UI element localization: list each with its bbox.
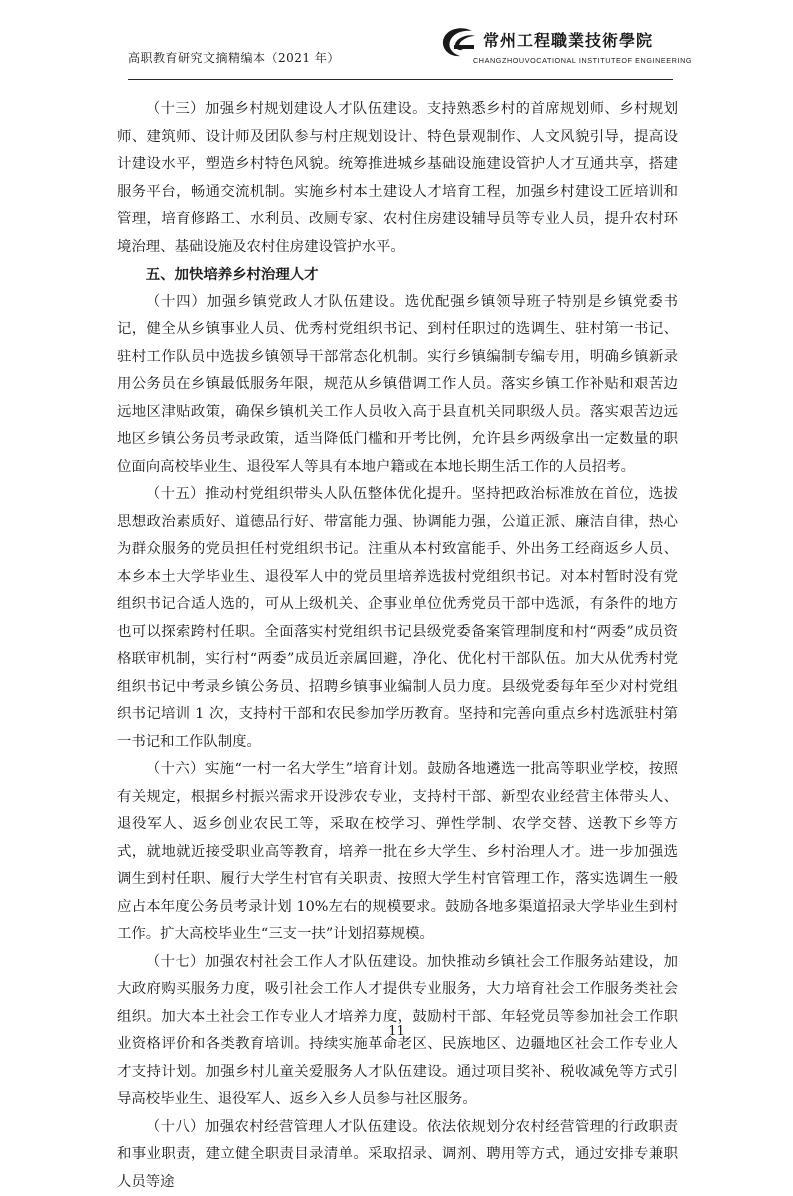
institution-name-en: CHANGZHOUVOCATIONAL INSTITUTEOF ENGINEERING	[473, 56, 692, 65]
paragraph-17: （十七）加强农村社会工作人才队伍建设。加快推动乡镇社会工作服务站建设，加大政府购买服务力度，吸引社会工作人才提供专业服务，大力培育社会工作服务类社会组织。加大本土社会工作专业人才培养力度，鼓励村干部、年轻党员等参加社会工作职业资格评价和各类教育培训。持续实施革命老区、民族地区、边疆地区社会工作专业人才支持计划。加强乡村儿童关爱服务人才队伍建设。通过项目奖补、税收减免等方式引导高校毕业生、退役军人、返乡入乡人员参与社区服务。	[117, 949, 678, 1114]
institution-logo	[441, 22, 673, 74]
paragraph-14: （十四）加强乡镇党政人才队伍建设。选优配强乡镇领导班子特别是乡镇党委书记，健全从乡镇事业人员、优秀村党组织书记、到村任职过的选调生、驻村第一书记、驻村工作队员中选拔乡镇领导干部常态化机制。实行乡镇编制专编专用，明确乡镇新录用公务员在乡镇最低服务年限，规范从乡镇借调工作人员。落实乡镇工作补贴和艰苦边远地区津贴政策，确保乡镇机关工作人员收入高于县直机关同职级人员。落实艰苦边远地区乡镇公务员考录政策，适当降低门槛和开考比例，允许县乡两级拿出一定数量的职位面向高校毕业生、退役军人等具有本地户籍或在本地长期生活工作的人员招考。	[117, 289, 678, 482]
paragraph-13: （十三）加强乡村规划建设人才队伍建设。支持熟悉乡村的首席规划师、乡村规划师、建筑师、设计师及团队参与村庄规划设计、特色景观制作、人文风貌引导，提高设计建设水平，塑造乡村特色风貌。统筹推进城乡基础设施建设管护人才互通共享，搭建服务平台，畅通交流机制。实施乡村本土建设人才培育工程，加强乡村建设工匠培训和管理，培育修路工、水利员、改厕专家、农村住房建设辅导员等专业人员，提升农村环境治理、基础设施及农村住房建设管护水平。	[117, 96, 678, 261]
swoosh-logo-icon	[441, 26, 477, 60]
institution-name-cn: 常州工程職業技術學院	[483, 28, 653, 51]
page-number: 11	[0, 1024, 793, 1039]
paragraph-18: （十八）加强农村经营管理人才队伍建设。依法依规划分农村经营管理的行政职责和事业职责，建立健全职责目录清单。采取招录、调剂、聘用等方式，通过安排专兼职人员等途	[117, 1114, 678, 1196]
section-heading: 五、加快培养乡村治理人才	[117, 261, 678, 289]
paragraph-16: （十六）实施“一村一名大学生”培育计划。鼓励各地遴选一批高等职业学校，按照有关规定，根据乡村振兴需求开设涉农专业，支持村干部、新型农业经营主体带头人、退役军人、返乡创业农民工等，采取在校学习、弹性学制、农学交替、送教下乡等方式，就地就近接受职业高等教育，培养一批在乡大学生、乡村治理人才。进一步加强选调生到村任职、履行大学生村官有关职责、按照大学生村官管理工作，落实选调生一般应占本年度公务员考录计划 10%左右的规模要求。鼓励各地多渠道招录大学毕业生到村工作。扩大高校毕业生“三支一扶”计划招募规模。	[117, 756, 678, 949]
publication-title: 高职教育研究文摘精编本（2021 年）	[128, 49, 340, 66]
header-divider	[128, 79, 673, 80]
page-header	[128, 22, 673, 80]
paragraph-15: （十五）推动村党组织带头人队伍整体优化提升。坚持把政治标准放在首位，选拔思想政治素质好、道德品行好、带富能力强、协调能力强，公道正派、廉洁自律，热心为群众服务的党员担任村党组织书记。注重从本村致富能手、外出务工经商返乡人员、本乡本土大学毕业生、退役军人中的党员里培养选拔村党组织书记。对本村暂时没有党组织书记合适人选的，可从上级机关、企事业单位优秀党员干部中选派，有条件的地方也可以探索跨村任职。全面落实村党组织书记县级党委备案管理制度和村“两委”成员资格联审机制，实行村“两委”成员近亲属回避，净化、优化村干部队伍。加大从优秀村党组织书记中考录乡镇公务员、招聘乡镇事业编制人员力度。县级党委每年至少对村党组织书记培训 1 次，支持村干部和农民参加学历教育。坚持和完善向重点乡村选派驻村第一书记和工作队制度。	[117, 481, 678, 756]
